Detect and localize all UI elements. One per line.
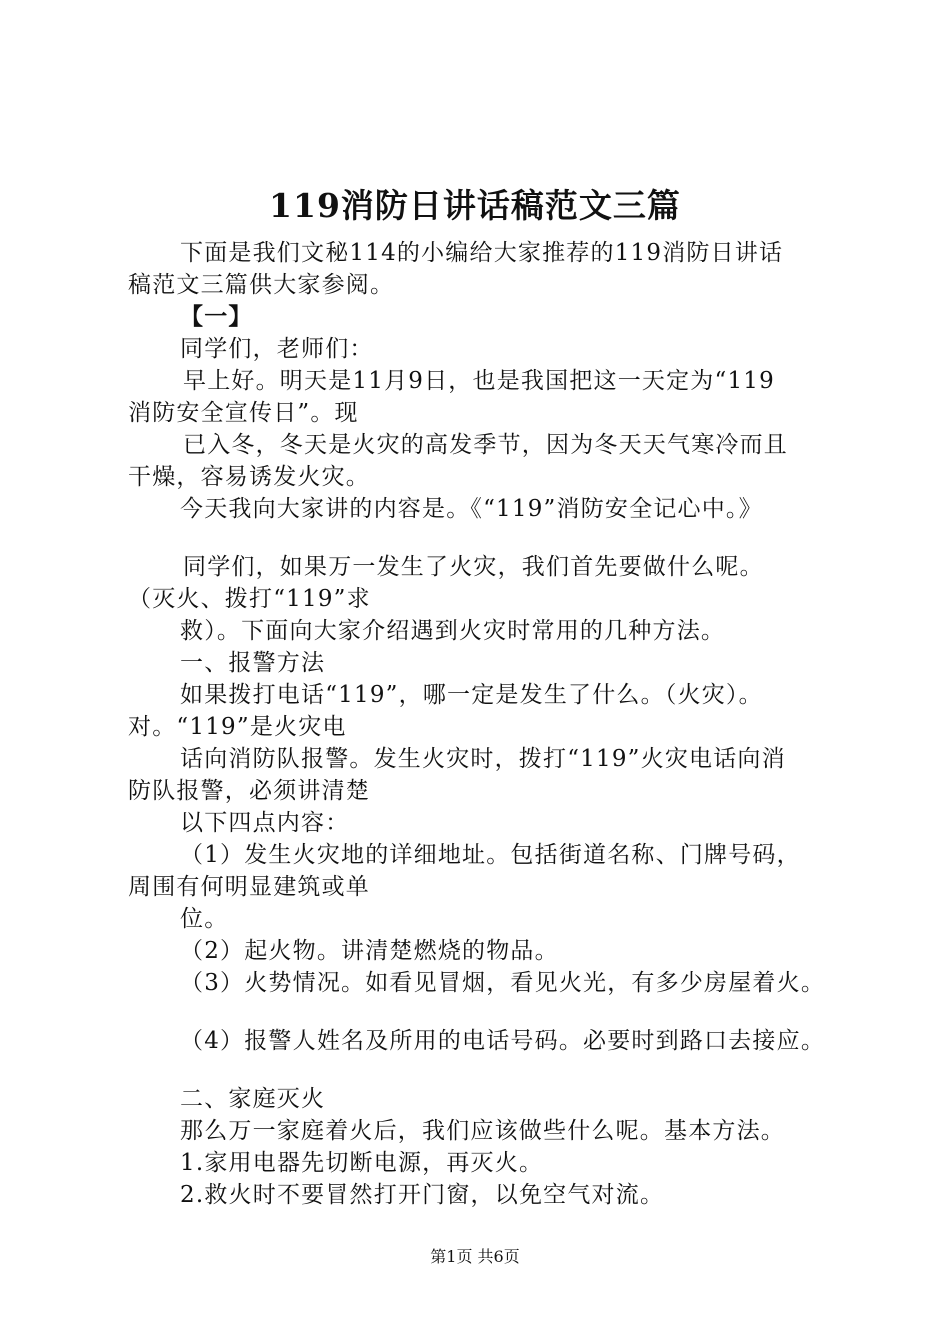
paragraph-line: 早上好。明天是11月9日，也是我国把这一天定为“119 — [183, 368, 775, 394]
paragraph-line: 那么万一家庭着火后，我们应该做些什么呢。基本方法。 — [180, 1118, 785, 1144]
paragraph-line: 周围有何明显建筑或单 — [128, 874, 370, 900]
paragraph-line: （2）起火物。讲清楚燃烧的物品。 — [180, 938, 559, 964]
page-footer: 第1页 共6页 — [430, 1247, 520, 1266]
list-item: 2.救火时不要冒然打开门窗，以免空气对流。 — [180, 1182, 665, 1208]
paragraph-line: 已入冬，冬天是火灾的高发季节，因为冬天天气寒冷而且 — [183, 432, 788, 458]
paragraph-line: 对。“119”是火灾电 — [128, 714, 347, 740]
paragraph-line: 话向消防队报警。发生火灾时，拨打“119”火灾电话向消 — [180, 746, 786, 772]
paragraph-line: 位。 — [180, 906, 229, 932]
paragraph-line: 下面是我们文秘114的小编给大家推荐的119消防日讲话 — [180, 240, 784, 266]
paragraph-line: 同学们，老师们： — [180, 336, 374, 362]
paragraph-line: 以下四点内容： — [180, 810, 350, 836]
paragraph-line: 干燥，容易诱发火灾。 — [128, 464, 370, 490]
subheading: 一、报警方法 — [180, 650, 326, 676]
paragraph-line: 今天我向大家讲的内容是。《“119”消防安全记心中。》 — [180, 496, 763, 522]
paragraph-line: （1）发生火灾地的详细地址。包括街道名称、门牌号码， — [180, 842, 801, 868]
paragraph-line: 救）。下面向大家介绍遇到火灾时常用的几种方法。 — [180, 618, 726, 644]
section-heading: 【一】 — [180, 303, 253, 330]
paragraph-line: （3）火势情况。如看见冒烟，看见火光，有多少房屋着火。 — [180, 970, 826, 996]
paragraph-line: 稿范文三篇供大家参阅。 — [128, 272, 395, 298]
paragraph-line: 如果拨打电话“119”，哪一定是发生了什么。（火灾）。 — [180, 682, 763, 708]
paragraph-line: 同学们，如果万一发生了火灾，我们首先要做什么呢。 — [183, 554, 764, 580]
paragraph-line: （灭火、拨打“119”求 — [128, 586, 371, 612]
subheading: 二、家庭灭火 — [180, 1086, 326, 1112]
paragraph-line: （4）报警人姓名及所用的电话号码。必要时到路口去接应。 — [180, 1028, 826, 1054]
list-item: 1.家用电器先切断电源，再灭火。 — [180, 1150, 544, 1176]
document-title: 119消防日讲话稿范文三篇 — [269, 186, 681, 225]
paragraph-line: 防队报警，必须讲清楚 — [128, 778, 370, 804]
paragraph-line: 消防安全宣传日”。现 — [128, 400, 359, 426]
